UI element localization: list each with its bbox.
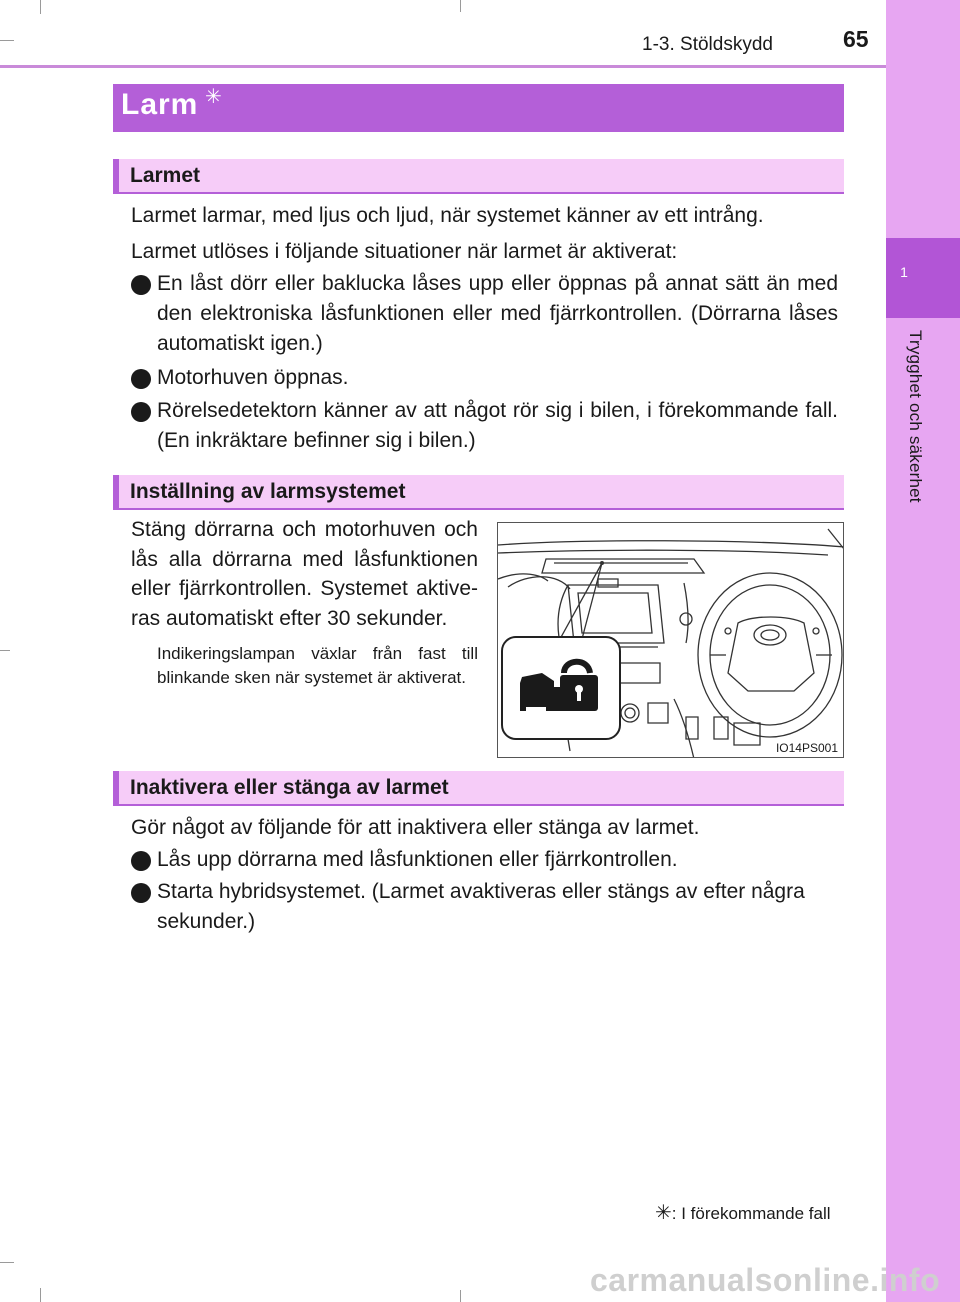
bullet-item: Starta hybridsystemet. (Larmet avaktiveras eller stängs av efter några sekunder.) bbox=[157, 880, 805, 933]
bullet-dot bbox=[131, 275, 151, 295]
chapter-tab bbox=[886, 238, 960, 318]
side-tab bbox=[886, 0, 960, 1302]
footnote-text: : I förekommande fall bbox=[671, 1204, 831, 1223]
paragraph: Larmet utlöses i följande situationer när larmet är aktiverat: bbox=[131, 240, 678, 263]
page-title: Larm bbox=[121, 88, 199, 121]
crop-mark bbox=[0, 1262, 14, 1263]
page-header bbox=[0, 0, 886, 68]
bullet-item: Lås upp dörrarna med låsfunktionen eller fjärrkontrollen. bbox=[157, 848, 678, 871]
header-section-title: 1-3. Stöldskydd bbox=[642, 34, 773, 55]
crop-mark bbox=[0, 650, 10, 651]
dashboard-illustration bbox=[498, 523, 844, 758]
bullet-dot bbox=[131, 883, 151, 903]
paragraph: Larmet larmar, med ljus och ljud, när systemet känner av ett intrång. bbox=[131, 204, 764, 227]
figure-code: IO14PS001 bbox=[775, 741, 838, 755]
chapter-title: Trygghet och säkerhet bbox=[906, 330, 925, 503]
bullet-item: Motorhuven öppnas. bbox=[157, 366, 349, 389]
section-heading-larmet bbox=[113, 159, 844, 194]
bullet-dot bbox=[131, 369, 151, 389]
footnote bbox=[655, 1200, 831, 1225]
section-heading-text: Inaktivera eller stänga av larmet bbox=[130, 776, 449, 799]
paragraph: Stäng dörrarna och motorhuven och lås alla dörrarna med låsfunktionen eller fjärrkontrollen. Systemet aktive-ras automatiskt efter 30 sekunder. bbox=[131, 518, 478, 630]
crop-mark bbox=[460, 1290, 461, 1302]
main-title-bar bbox=[113, 84, 844, 132]
chapter-number: 1 bbox=[900, 264, 908, 280]
bullet-item: Rörelsedetektorn känner av att något rör sig i bilen, i förekommande fall. (En inkräktare befinner sig i bilen.) bbox=[157, 399, 838, 452]
figure-caption: Indikeringslampan växlar från fast till blinkande sken när systemet är aktiverat. bbox=[157, 644, 478, 687]
dashboard-figure bbox=[497, 522, 844, 758]
bullet-dot bbox=[131, 402, 151, 422]
paragraph: Gör något av följande för att inaktivera eller stänga av larmet. bbox=[131, 816, 700, 839]
bullet-dot bbox=[131, 851, 151, 871]
section-heading-text: Inställning av larmsystemet bbox=[130, 480, 406, 503]
bullet-item: En låst dörr eller baklucka låses upp eller öppnas på annat sätt än med den elektroniska låsfunktionen eller med fjärrkontrollen. (Dörrarna låses automatiskt igen.) bbox=[157, 272, 838, 355]
header-rule bbox=[0, 65, 886, 68]
watermark: carmanualsonline.info bbox=[590, 1262, 941, 1298]
page-number: 65 bbox=[843, 26, 869, 52]
title-asterisk-marker: ✳ bbox=[205, 86, 222, 108]
section-heading-text: Larmet bbox=[130, 164, 201, 187]
crop-mark bbox=[40, 1288, 41, 1302]
section-heading-inaktivera bbox=[113, 771, 844, 806]
section-heading-installning bbox=[113, 475, 844, 510]
footnote-asterisk-marker: ✳ bbox=[655, 1202, 672, 1224]
